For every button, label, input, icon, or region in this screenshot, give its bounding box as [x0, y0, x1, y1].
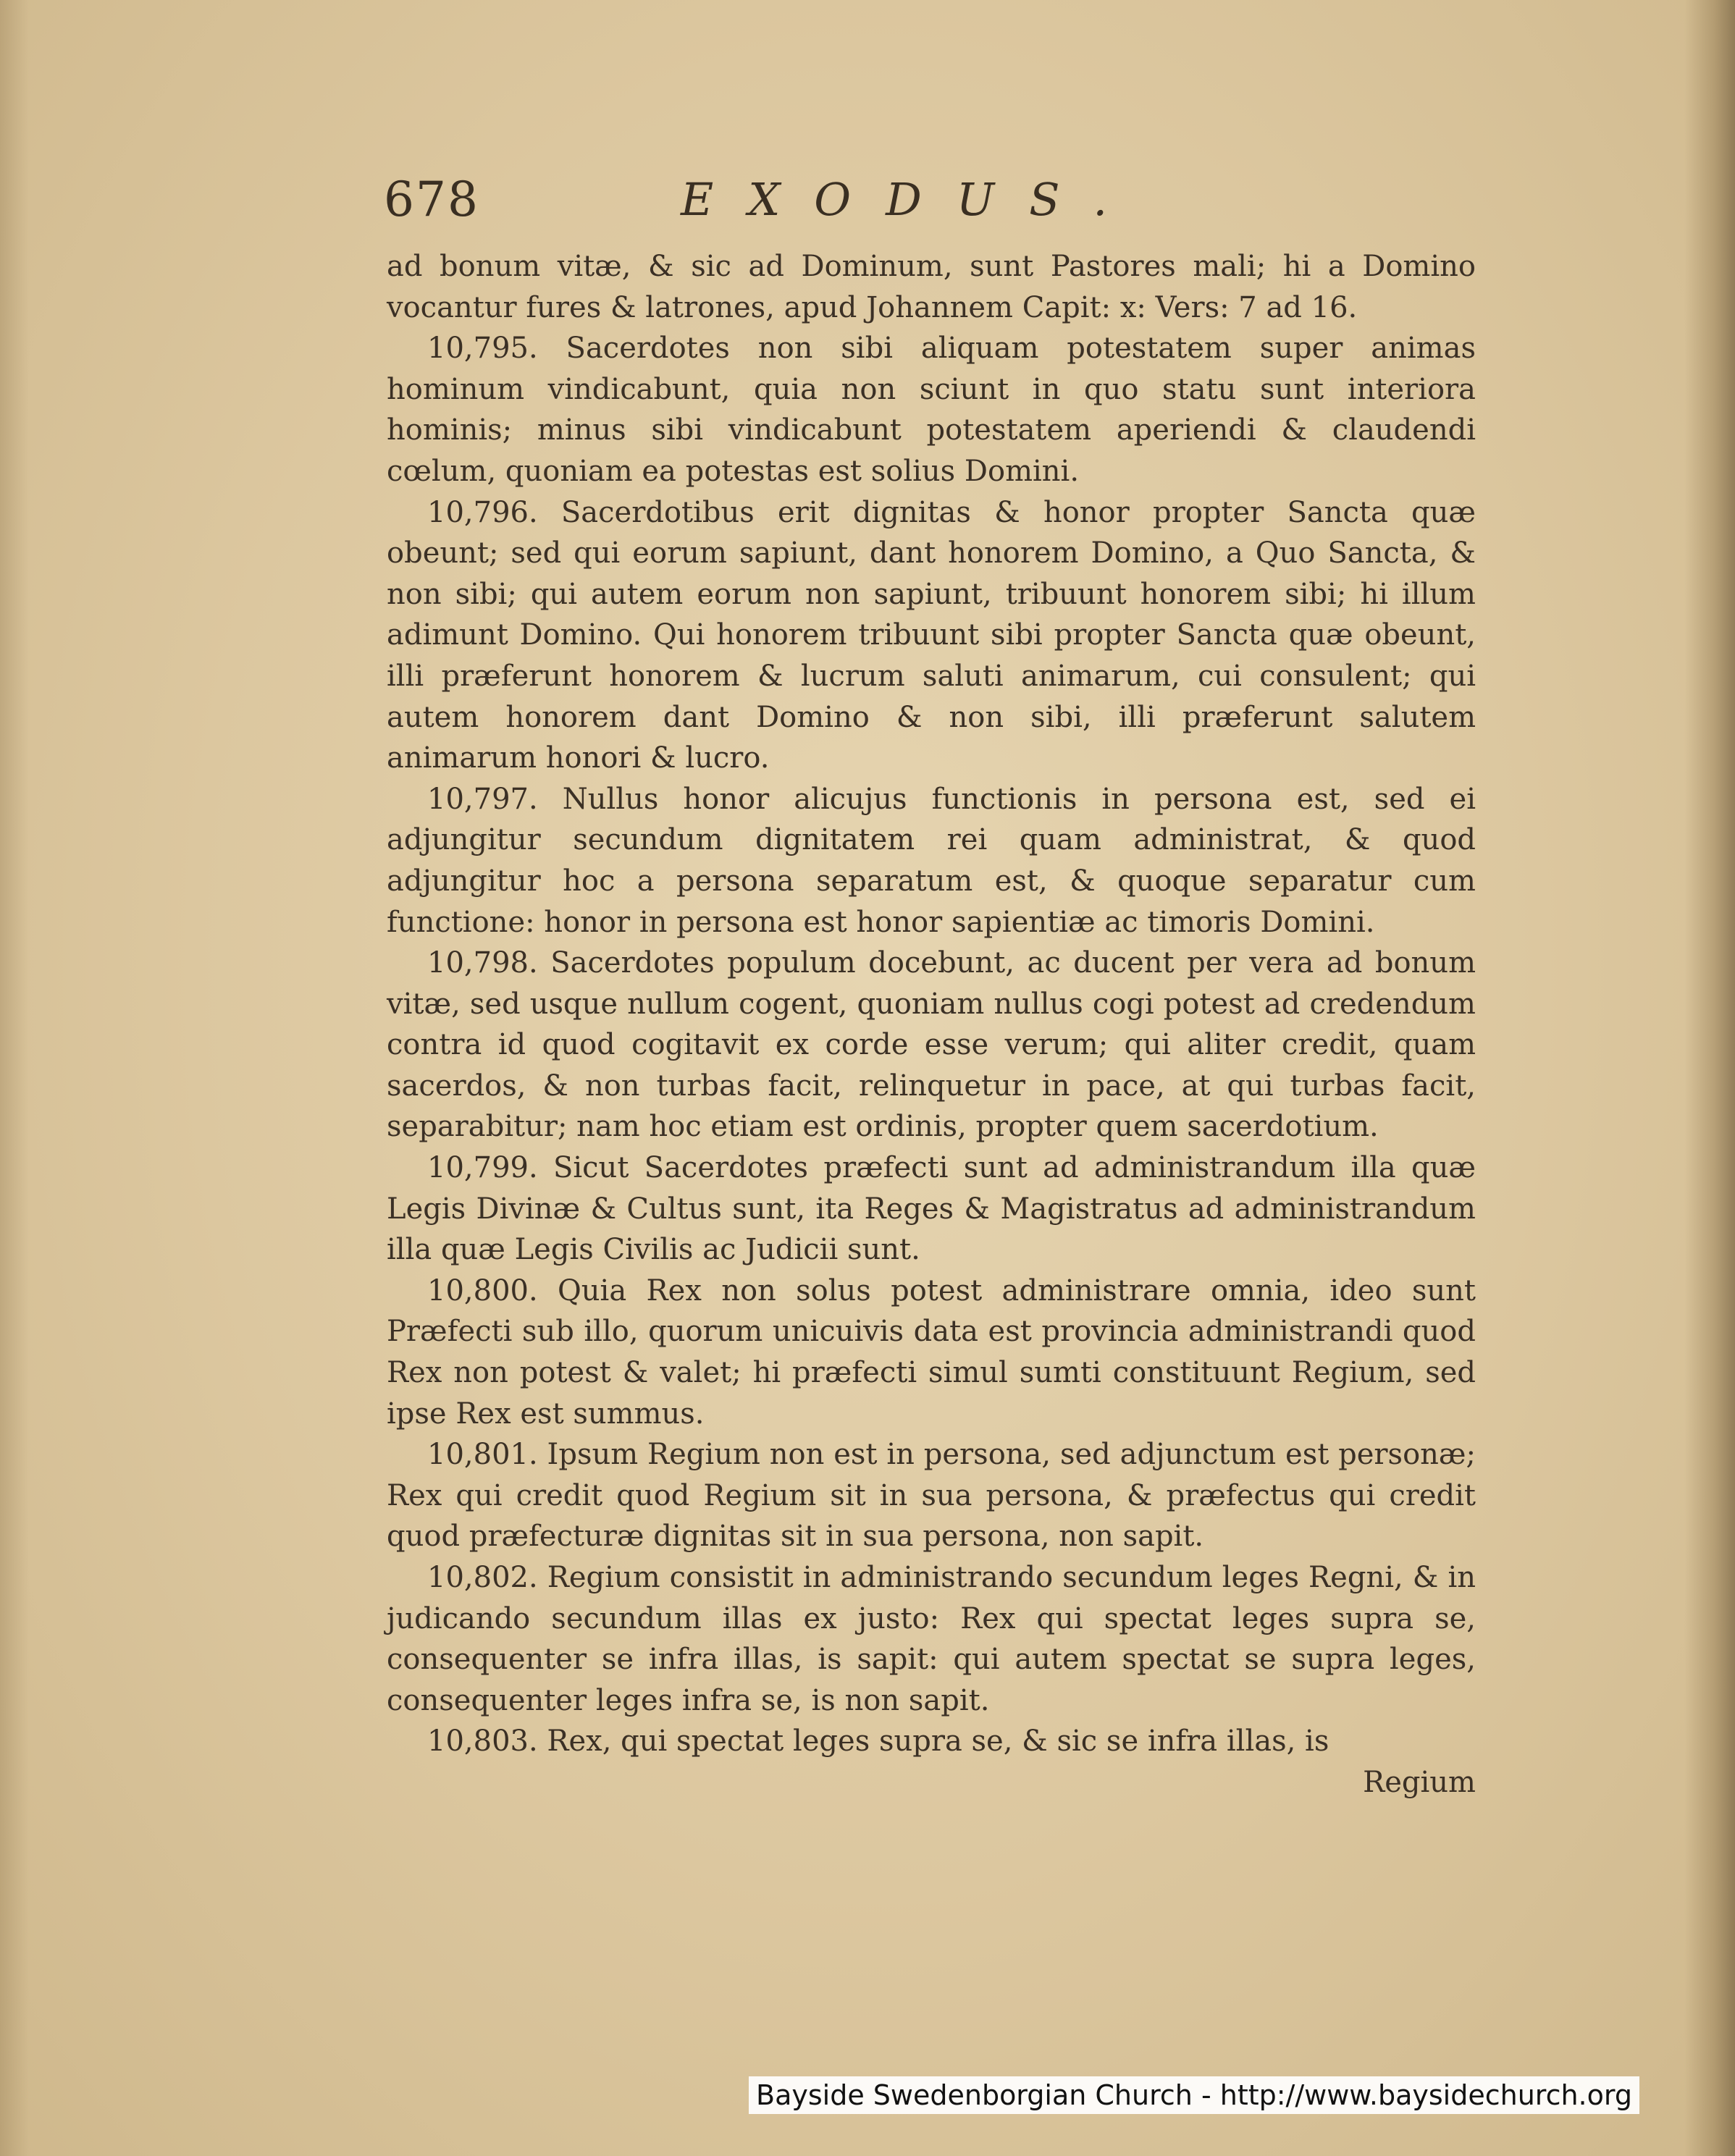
catchword: Regium [1363, 1765, 1476, 1799]
running-head: EXODUS. [681, 173, 1143, 226]
watermark-caption: Bayside Swedenborgian Church - http://www.baysidechurch.org [749, 2076, 1639, 2114]
paragraph-10803: 10,803. Rex, qui spectat leges supra se, & sic se infra illas, is [427, 1725, 1329, 1759]
paragraph-continuation: ad bonum vitæ, & sic ad Dominum, sunt Pastores mali; hi a Domino vocantur fures & latrones, apud Johannem Capit: x: Vers: 7 ad 16. [387, 250, 1476, 324]
page-number: 678 [384, 172, 479, 227]
paragraph-10799: 10,799. Sicut Sacerdotes præfecti sunt ad administrandum illa quæ Legis Divinæ & Cultus sunt, ita Reges & Magistratus ad administrandum illa quæ Legis Civilis ac Judicii sunt. [387, 1151, 1476, 1267]
page-edge-right-shadow [1684, 0, 1735, 2156]
page-header [384, 171, 1477, 236]
paragraph-10795: 10,795. Sacerdotes non sibi aliquam potestatem super animas hominum vindicabunt, quia non sciunt in quo statu sunt interiora hominis; minus sibi vindicabunt potestatem aperiendi & claudendi cœlum, quoniam ea potestas est solius Domini. [387, 332, 1476, 488]
paragraph-10797: 10,797. Nullus honor alicujus functionis in persona est, sed ei adjungitur secundum dignitatem rei quam administrat, & quod adjungitur hoc a persona separatum est, & quoque separatur cum functione: honor in persona est honor sapientiæ ac timoris Domini. [387, 782, 1476, 939]
body-text [387, 246, 1476, 1803]
paragraph-10796: 10,796. Sacerdotibus erit dignitas & honor propter Sancta quæ obeunt; sed qui eorum sapiunt, dant honorem Domino, a Quo Sancta, & non sibi; qui autem eorum non sapiunt, tribuunt honorem sibi; hi illum adimunt Domino. Qui honorem tribuunt sibi propter Sancta quæ obeunt, illi præferunt honorem & lucrum saluti animarum, cui consulent; qui autem honorem dant Domino & non sibi, illi præferunt salutem animarum honori & lucro. [387, 495, 1476, 775]
paragraph-10802: 10,802. Regium consistit in administrando secundum leges Regni, & in judicando secundum illas ex justo: Rex qui spectat leges supra se, consequenter se infra illas, is sapit: qui autem spectat se supra leges, consequenter leges infra se, is non sapit. [387, 1561, 1476, 1717]
paragraph-10798: 10,798. Sacerdotes populum docebunt, ac ducent per vera ad bonum vitæ, sed usque nullum cogent, quoniam nullus cogi potest ad credendum contra id quod cogitavit ex corde esse verum; qui aliter credit, quam sacerdos, & non turbas facit, relinquetur in pace, at qui turbas facit, separabitur; nam hoc etiam est ordinis, propter quem sacerdotium. [387, 946, 1476, 1144]
paragraph-10800: 10,800. Quia Rex non solus potest administrare omnia, ideo sunt Præfecti sub illo, quorum unicuivis data est provincia administrandi quod Rex non potest & valet; hi præfecti simul sumti constituunt Regium, sed ipse Rex est summus. [387, 1273, 1476, 1431]
paragraph-10801: 10,801. Ipsum Regium non est in persona, sed adjunctum est personæ; Rex qui credit quod Regium sit in sua persona, & præfectus qui credit quod præfecturæ dignitas sit in sua persona, non sapit. [387, 1438, 1476, 1554]
page-edge-left-shadow [0, 0, 29, 2156]
